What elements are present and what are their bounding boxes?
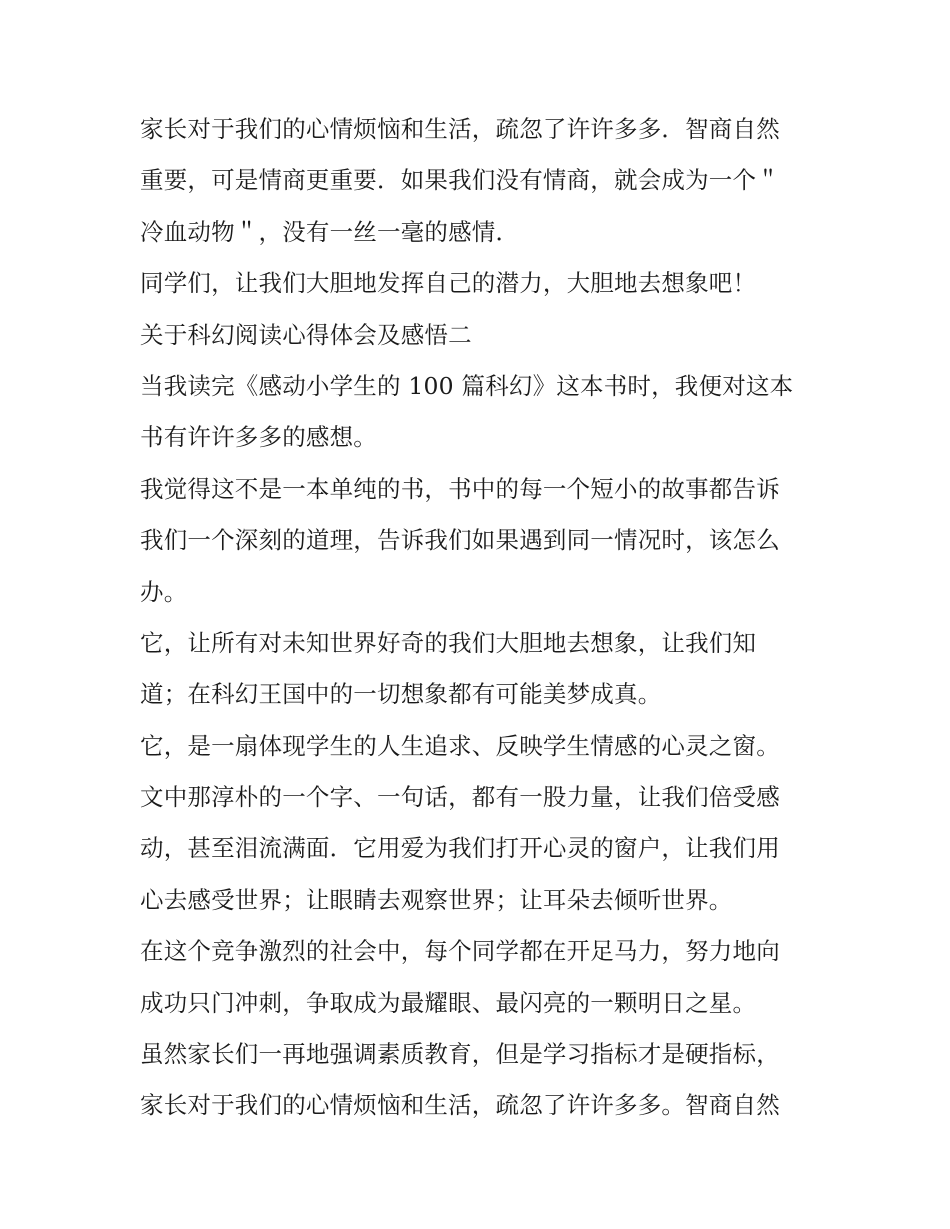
- section-heading: 关于科幻阅读心得体会及感悟二: [140, 320, 472, 349]
- text-line: 在这个竞争激烈的社会中，每个同学都在开足马力，努力地向: [140, 937, 780, 966]
- text-line: 它，是一扇体现学生的人生追求、反映学生情感的心灵之窗。: [140, 731, 780, 760]
- text-line: 当我读完《感动小学生的 100 篇科幻》这本书时，我便对这本: [140, 371, 794, 400]
- document-body: [140, 104, 820, 1132]
- text-line: 重要，可是情商更重要．如果我们没有情商，就会成为一个＂: [140, 166, 780, 195]
- text-line: 家长对于我们的心情烦恼和生活，疏忽了许许多多。智商自然: [140, 1091, 780, 1120]
- text-line: 我觉得这不是一本单纯的书，书中的每一个短小的故事都告诉: [140, 474, 780, 503]
- text-line: 动，甚至泪流满面．它用爱为我们打开心灵的窗户，让我们用: [140, 834, 780, 863]
- text-line: 我们一个深刻的道理，告诉我们如果遇到同一情况时，该怎么: [140, 526, 780, 555]
- text-line: 它，让所有对未知世界好奇的我们大胆地去想象，让我们知: [140, 628, 757, 657]
- text-line: 家长对于我们的心情烦恼和生活，疏忽了许许多多．智商自然: [140, 115, 780, 143]
- text-line: 文中那淳朴的一个字、一句话，都有一股力量，让我们倍受感: [140, 783, 780, 812]
- text-line: 虽然家长们一再地强调素质教育，但是学习指标才是硬指标，: [140, 1040, 780, 1069]
- text-line: 办。: [140, 577, 188, 606]
- text-line: 道；在科幻王国中的一切想象都有可能美梦成真。: [140, 680, 662, 709]
- text-line: 成功只门冲刺，争取成为最耀眼、最闪亮的一颗明日之星。: [140, 988, 757, 1017]
- text-line: 冷血动物＂，没有一丝一毫的感情．: [140, 217, 520, 246]
- text-line: 同学们，让我们大胆地发挥自己的潜力，大胆地去想象吧！: [140, 269, 757, 298]
- text-line: 心去感受世界；让眼睛去观察世界；让耳朵去倾听世界。: [140, 885, 733, 914]
- text-line: 书有许许多多的感想。: [140, 423, 377, 452]
